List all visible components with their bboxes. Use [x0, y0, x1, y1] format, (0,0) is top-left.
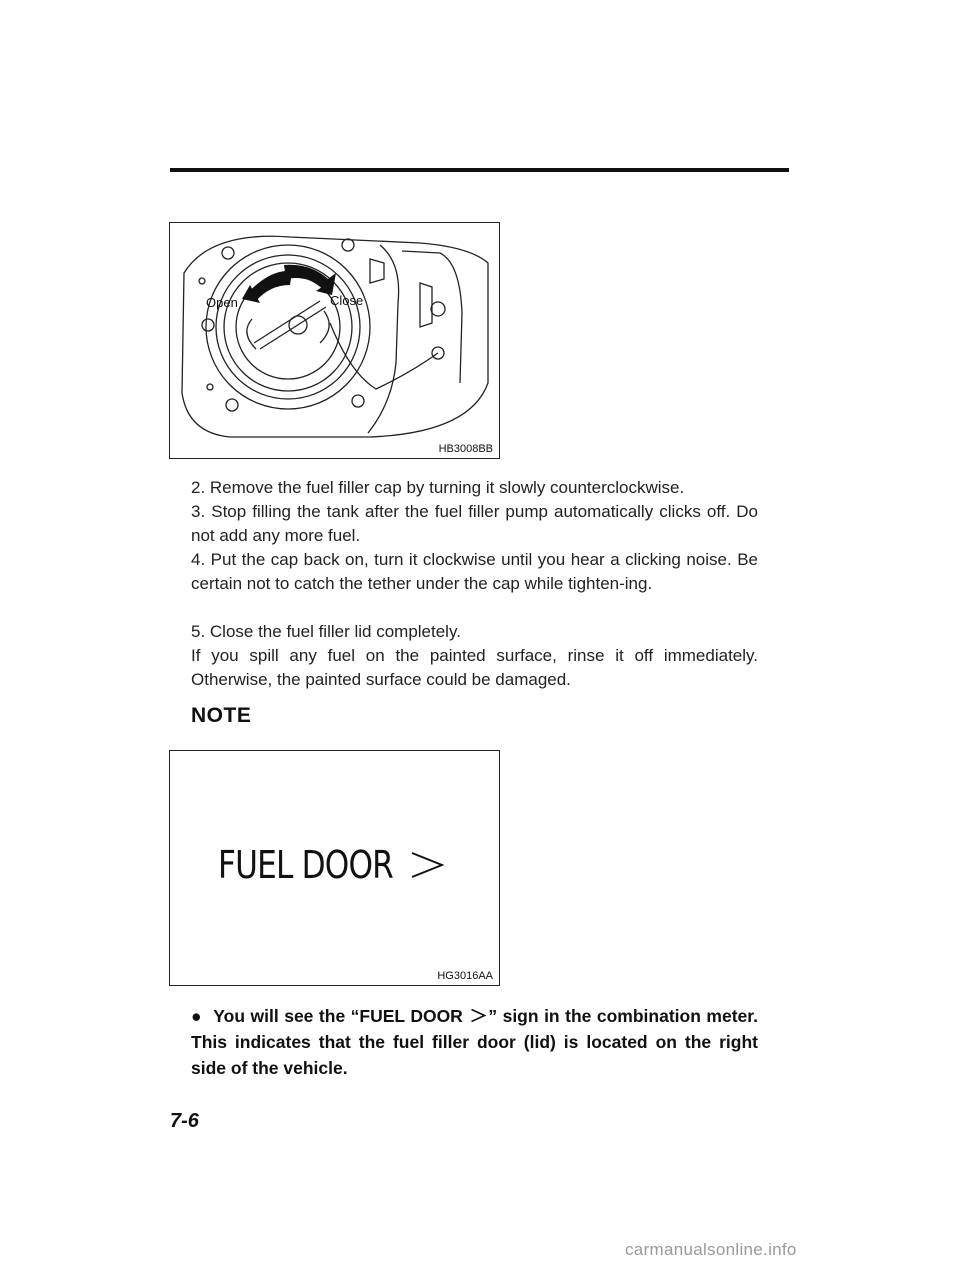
- bullet-text-part1: You will see the “FUEL DOOR: [213, 1006, 469, 1026]
- note-heading: NOTE: [191, 704, 252, 727]
- bullet-icon: ●: [191, 1006, 203, 1026]
- spill-warning: If you spill any fuel on the painted surface, rinse it off immediately. Otherwise, the painted surface could be damaged.: [191, 646, 758, 689]
- close-label: Close: [330, 293, 364, 308]
- fuel-door-sign: FUEL DOOR: [218, 843, 394, 887]
- step-4: 4. Put the cap back on, turn it clockwise until you hear a clicking noise. Be certain not to catch the tether under the cap while tighten-ing.: [191, 550, 758, 593]
- figure-code: HB3008BB: [438, 443, 493, 455]
- fuel-door-note: [191, 1003, 758, 1081]
- triangle-right-icon: [470, 1008, 486, 1023]
- top-rule: [170, 168, 789, 172]
- fuel-cap-illustration: [169, 222, 500, 459]
- fuel-door-indicator-figure: [169, 750, 500, 986]
- watermark: carmanualsonline.info: [625, 1240, 797, 1259]
- bullet-text-part2: ” sign in the combination meter. This indicates that the fuel filler door (lid) is located on the right side of the vehicle.: [191, 1006, 758, 1078]
- page-number: 7-6: [170, 1110, 199, 1132]
- figure-code: HG3016AA: [437, 970, 493, 982]
- step-5: 5. Close the fuel filler lid completely.: [191, 622, 461, 641]
- step-3: 3. Stop filling the tank after the fuel filler pump automatically clicks off. Do not add any more fuel.: [191, 502, 758, 545]
- fuel-cap-drawing: [170, 223, 498, 457]
- step-2: 2. Remove the fuel filler cap by turning it slowly counterclockwise.: [191, 478, 685, 497]
- triangle-right-icon: [410, 851, 444, 879]
- open-label: Open: [206, 295, 238, 310]
